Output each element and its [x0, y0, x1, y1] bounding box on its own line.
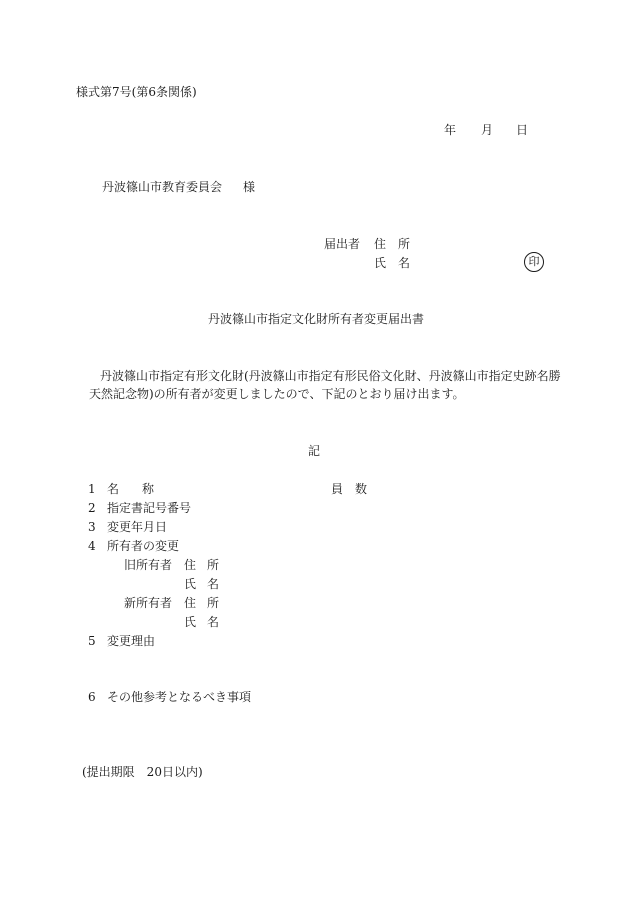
new-owner-name-b: 名: [207, 615, 220, 629]
applicant-address-label-b: 所: [398, 237, 411, 251]
item-6-number: 6: [88, 690, 96, 704]
new-owner-name-a: 氏: [184, 615, 197, 629]
item-2-number: 2: [88, 501, 96, 515]
old-owner-name-b: 名: [207, 577, 220, 591]
new-owner-address-b: 所: [207, 596, 220, 610]
item-5-label: 変更理由: [107, 634, 156, 648]
item-3-number: 3: [88, 520, 96, 534]
date-year: 年: [444, 123, 457, 137]
addressee-name: 丹波篠山市教育委員会: [102, 180, 223, 194]
item-1-number: 1: [88, 482, 96, 496]
item-3-label: 変更年月日: [107, 520, 168, 534]
count-label-a: 員: [331, 482, 344, 496]
item-2-label: 指定書記号番号: [107, 501, 192, 515]
item-5-number: 5: [88, 634, 96, 648]
item-4-number: 4: [88, 539, 96, 553]
item-6-label: その他参考となるべき事項: [107, 690, 252, 704]
date-month: 月: [481, 123, 494, 137]
item-4-label: 所有者の変更: [107, 539, 180, 553]
document-title: 丹波篠山市指定文化財所有者変更届出書: [208, 312, 425, 326]
ki-heading: 記: [308, 444, 321, 458]
new-owner-label: 新所有者: [124, 596, 173, 610]
body-line-2: 天然記念物)の所有者が変更しましたので、下記のとおり届け出ます。: [89, 387, 465, 401]
applicant-name-label-a: 氏: [374, 256, 387, 270]
body-line-1: 丹波篠山市指定有形文化財(丹波篠山市指定有形民俗文化財、丹波篠山市指定史跡名勝: [100, 369, 561, 383]
form-number: 様式第7号(第6条関係): [76, 85, 197, 99]
item-1-label-a: 名: [107, 482, 120, 496]
old-owner-name-a: 氏: [184, 577, 197, 591]
old-owner-address-b: 所: [207, 558, 220, 572]
date-day: 日: [516, 123, 529, 137]
addressee-honorific: 様: [243, 180, 256, 194]
seal-mark: 印: [524, 252, 544, 272]
new-owner-address-a: 住: [184, 596, 197, 610]
old-owner-address-a: 住: [184, 558, 197, 572]
applicant-name-label-b: 名: [398, 256, 411, 270]
count-label-b: 数: [355, 482, 368, 496]
applicant-address-label-a: 住: [374, 237, 387, 251]
applicant-label: 届出者: [324, 237, 361, 251]
old-owner-label: 旧所有者: [124, 558, 173, 572]
item-1-label-b: 称: [142, 482, 155, 496]
deadline-note: (提出期限 20日以内): [82, 765, 203, 779]
